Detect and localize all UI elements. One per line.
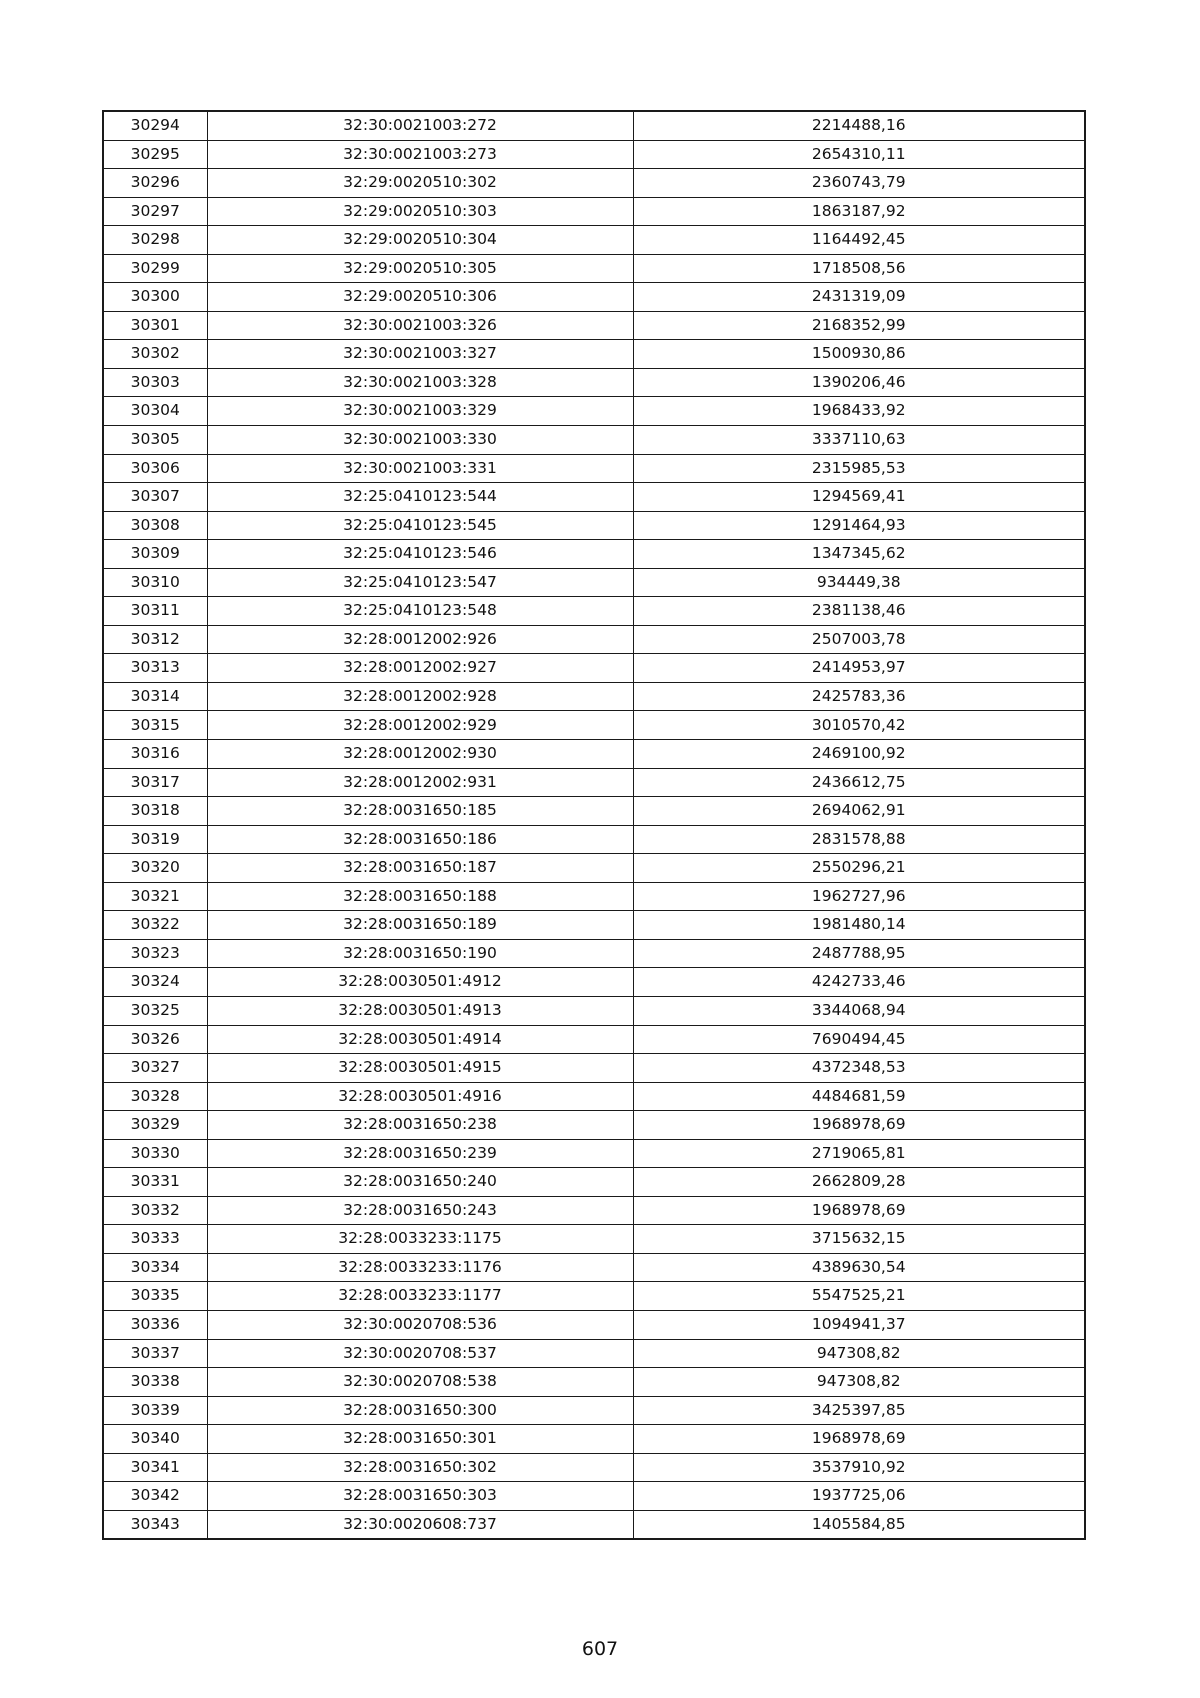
value-cell: 2381138,46	[633, 597, 1085, 626]
row-number-cell: 30295	[103, 140, 207, 169]
value-cell: 947308,82	[633, 1339, 1085, 1368]
cadastral-number-cell: 32:30:0021003:331	[207, 454, 633, 483]
row-number-cell: 30315	[103, 711, 207, 740]
value-cell: 3537910,92	[633, 1453, 1085, 1482]
cadastral-number-cell: 32:30:0021003:326	[207, 311, 633, 340]
cadastral-number-cell: 32:29:0020510:306	[207, 283, 633, 312]
table-row	[103, 1082, 1085, 1111]
cadastral-number-cell: 32:30:0021003:327	[207, 340, 633, 369]
value-cell: 7690494,45	[633, 1025, 1085, 1054]
row-number-cell: 30300	[103, 283, 207, 312]
cadastral-number-cell: 32:28:0031650:189	[207, 911, 633, 940]
row-number-cell: 30339	[103, 1396, 207, 1425]
row-number-cell: 30297	[103, 197, 207, 226]
cadastral-number-cell: 32:28:0031650:303	[207, 1482, 633, 1511]
cadastral-number-cell: 32:28:0031650:301	[207, 1425, 633, 1454]
value-cell: 1500930,86	[633, 340, 1085, 369]
table-row	[103, 483, 1085, 512]
row-number-cell: 30310	[103, 568, 207, 597]
table-row	[103, 111, 1085, 140]
table-row	[103, 426, 1085, 455]
value-cell: 934449,38	[633, 568, 1085, 597]
table-row	[103, 254, 1085, 283]
row-number-cell: 30305	[103, 426, 207, 455]
row-number-cell: 30294	[103, 111, 207, 140]
value-cell: 1390206,46	[633, 368, 1085, 397]
row-number-cell: 30299	[103, 254, 207, 283]
cadastral-number-cell: 32:28:0012002:926	[207, 625, 633, 654]
row-number-cell: 30309	[103, 540, 207, 569]
row-number-cell: 30307	[103, 483, 207, 512]
row-number-cell: 30325	[103, 996, 207, 1025]
table-row	[103, 140, 1085, 169]
table-row	[103, 1253, 1085, 1282]
value-cell: 2662809,28	[633, 1168, 1085, 1197]
row-number-cell: 30306	[103, 454, 207, 483]
value-cell: 2214488,16	[633, 111, 1085, 140]
table-row	[103, 882, 1085, 911]
table-row	[103, 1510, 1085, 1539]
value-cell: 3715632,15	[633, 1225, 1085, 1254]
value-cell: 1968978,69	[633, 1196, 1085, 1225]
table-row	[103, 368, 1085, 397]
value-cell: 3010570,42	[633, 711, 1085, 740]
cadastral-number-cell: 32:29:0020510:304	[207, 226, 633, 255]
cadastral-number-cell: 32:30:0020708:536	[207, 1310, 633, 1339]
table-row	[103, 939, 1085, 968]
table-row	[103, 1168, 1085, 1197]
table-row	[103, 568, 1085, 597]
row-number-cell: 30313	[103, 654, 207, 683]
cadastral-number-cell: 32:25:0410123:547	[207, 568, 633, 597]
value-cell: 1718508,56	[633, 254, 1085, 283]
row-number-cell: 30321	[103, 882, 207, 911]
table-row	[103, 1282, 1085, 1311]
value-cell: 3344068,94	[633, 996, 1085, 1025]
row-number-cell: 30331	[103, 1168, 207, 1197]
table-row	[103, 1425, 1085, 1454]
table-row	[103, 1025, 1085, 1054]
cadastral-number-cell: 32:28:0031650:187	[207, 854, 633, 883]
row-number-cell: 30330	[103, 1139, 207, 1168]
cadastral-number-cell: 32:28:0031650:243	[207, 1196, 633, 1225]
value-cell: 4484681,59	[633, 1082, 1085, 1111]
table-row	[103, 311, 1085, 340]
row-number-cell: 30334	[103, 1253, 207, 1282]
table-row	[103, 540, 1085, 569]
row-number-cell: 30316	[103, 740, 207, 769]
row-number-cell: 30311	[103, 597, 207, 626]
table-row	[103, 197, 1085, 226]
cadastral-number-cell: 32:28:0031650:239	[207, 1139, 633, 1168]
cadastral-number-cell: 32:30:0021003:329	[207, 397, 633, 426]
cadastral-number-cell: 32:28:0031650:188	[207, 882, 633, 911]
row-number-cell: 30317	[103, 768, 207, 797]
value-cell: 2550296,21	[633, 854, 1085, 883]
cadastral-number-cell: 32:28:0012002:928	[207, 682, 633, 711]
row-number-cell: 30329	[103, 1111, 207, 1140]
value-cell: 1294569,41	[633, 483, 1085, 512]
value-cell: 2831578,88	[633, 825, 1085, 854]
cadastral-number-cell: 32:28:0031650:300	[207, 1396, 633, 1425]
row-number-cell: 30323	[103, 939, 207, 968]
value-cell: 1981480,14	[633, 911, 1085, 940]
cadastral-value-table	[102, 110, 1086, 1540]
row-number-cell: 30340	[103, 1425, 207, 1454]
row-number-cell: 30328	[103, 1082, 207, 1111]
cadastral-number-cell: 32:29:0020510:303	[207, 197, 633, 226]
value-cell: 4389630,54	[633, 1253, 1085, 1282]
table-row	[103, 854, 1085, 883]
row-number-cell: 30318	[103, 797, 207, 826]
value-cell: 5547525,21	[633, 1282, 1085, 1311]
row-number-cell: 30327	[103, 1054, 207, 1083]
cadastral-number-cell: 32:28:0031650:186	[207, 825, 633, 854]
value-cell: 2436612,75	[633, 768, 1085, 797]
cadastral-number-cell: 32:30:0020608:737	[207, 1510, 633, 1539]
table-row	[103, 768, 1085, 797]
cadastral-number-cell: 32:28:0030501:4913	[207, 996, 633, 1025]
value-cell: 3425397,85	[633, 1396, 1085, 1425]
row-number-cell: 30319	[103, 825, 207, 854]
cadastral-number-cell: 32:28:0030501:4912	[207, 968, 633, 997]
row-number-cell: 30301	[103, 311, 207, 340]
value-cell: 2487788,95	[633, 939, 1085, 968]
value-cell: 2654310,11	[633, 140, 1085, 169]
value-cell: 2425783,36	[633, 682, 1085, 711]
table-row	[103, 454, 1085, 483]
value-cell: 4242733,46	[633, 968, 1085, 997]
value-cell: 2507003,78	[633, 625, 1085, 654]
table-row	[103, 397, 1085, 426]
value-cell: 1968978,69	[633, 1111, 1085, 1140]
row-number-cell: 30296	[103, 169, 207, 198]
value-cell: 2414953,97	[633, 654, 1085, 683]
value-cell: 2469100,92	[633, 740, 1085, 769]
cadastral-number-cell: 32:28:0033233:1176	[207, 1253, 633, 1282]
value-cell: 1291464,93	[633, 511, 1085, 540]
value-cell: 1094941,37	[633, 1310, 1085, 1339]
table-row	[103, 1310, 1085, 1339]
table-row	[103, 1054, 1085, 1083]
value-cell: 2694062,91	[633, 797, 1085, 826]
table-row	[103, 654, 1085, 683]
value-cell: 4372348,53	[633, 1054, 1085, 1083]
row-number-cell: 30337	[103, 1339, 207, 1368]
row-number-cell: 30324	[103, 968, 207, 997]
value-cell: 1405584,85	[633, 1510, 1085, 1539]
cadastral-number-cell: 32:28:0012002:930	[207, 740, 633, 769]
table-row	[103, 996, 1085, 1025]
table-row	[103, 1453, 1085, 1482]
table-row	[103, 1111, 1085, 1140]
row-number-cell: 30322	[103, 911, 207, 940]
row-number-cell: 30312	[103, 625, 207, 654]
cadastral-number-cell: 32:28:0031650:302	[207, 1453, 633, 1482]
table-body	[103, 111, 1085, 1539]
row-number-cell: 30303	[103, 368, 207, 397]
value-cell: 1962727,96	[633, 882, 1085, 911]
row-number-cell: 30308	[103, 511, 207, 540]
value-cell: 2168352,99	[633, 311, 1085, 340]
row-number-cell: 30298	[103, 226, 207, 255]
cadastral-number-cell: 32:29:0020510:305	[207, 254, 633, 283]
row-number-cell: 30341	[103, 1453, 207, 1482]
table-row	[103, 511, 1085, 540]
row-number-cell: 30332	[103, 1196, 207, 1225]
cadastral-number-cell: 32:30:0021003:330	[207, 426, 633, 455]
row-number-cell: 30314	[103, 682, 207, 711]
table-row	[103, 968, 1085, 997]
cadastral-number-cell: 32:28:0031650:240	[207, 1168, 633, 1197]
value-cell: 2431319,09	[633, 283, 1085, 312]
row-number-cell: 30335	[103, 1282, 207, 1311]
value-cell: 2719065,81	[633, 1139, 1085, 1168]
cadastral-number-cell: 32:30:0020708:538	[207, 1368, 633, 1397]
cadastral-number-cell: 32:28:0012002:927	[207, 654, 633, 683]
cadastral-number-cell: 32:28:0012002:931	[207, 768, 633, 797]
cadastral-number-cell: 32:28:0031650:238	[207, 1111, 633, 1140]
value-cell: 1863187,92	[633, 197, 1085, 226]
row-number-cell: 30343	[103, 1510, 207, 1539]
cadastral-number-cell: 32:30:0021003:272	[207, 111, 633, 140]
value-cell: 3337110,63	[633, 426, 1085, 455]
cadastral-number-cell: 32:25:0410123:544	[207, 483, 633, 512]
cadastral-number-cell: 32:28:0031650:185	[207, 797, 633, 826]
table-row	[103, 1339, 1085, 1368]
row-number-cell: 30333	[103, 1225, 207, 1254]
table-row	[103, 597, 1085, 626]
cadastral-number-cell: 32:28:0033233:1177	[207, 1282, 633, 1311]
cadastral-number-cell: 32:30:0021003:273	[207, 140, 633, 169]
table-row	[103, 1368, 1085, 1397]
value-cell: 1347345,62	[633, 540, 1085, 569]
value-cell: 2360743,79	[633, 169, 1085, 198]
value-cell: 1968978,69	[633, 1425, 1085, 1454]
cadastral-number-cell: 32:25:0410123:548	[207, 597, 633, 626]
row-number-cell: 30326	[103, 1025, 207, 1054]
table-row	[103, 797, 1085, 826]
value-cell: 1164492,45	[633, 226, 1085, 255]
table-row	[103, 1482, 1085, 1511]
cadastral-number-cell: 32:28:0030501:4916	[207, 1082, 633, 1111]
value-cell: 1937725,06	[633, 1482, 1085, 1511]
cadastral-number-cell: 32:28:0031650:190	[207, 939, 633, 968]
cadastral-number-cell: 32:28:0033233:1175	[207, 1225, 633, 1254]
cadastral-number-cell: 32:28:0030501:4915	[207, 1054, 633, 1083]
table-row	[103, 740, 1085, 769]
table-row	[103, 625, 1085, 654]
table-row	[103, 1196, 1085, 1225]
table-row	[103, 169, 1085, 198]
table-row	[103, 682, 1085, 711]
row-number-cell: 30338	[103, 1368, 207, 1397]
table-row	[103, 1396, 1085, 1425]
table-row	[103, 340, 1085, 369]
value-cell: 1968433,92	[633, 397, 1085, 426]
cadastral-number-cell: 32:25:0410123:546	[207, 540, 633, 569]
row-number-cell: 30336	[103, 1310, 207, 1339]
table-row	[103, 1139, 1085, 1168]
row-number-cell: 30304	[103, 397, 207, 426]
row-number-cell: 30302	[103, 340, 207, 369]
cadastral-number-cell: 32:28:0012002:929	[207, 711, 633, 740]
cadastral-number-cell: 32:30:0020708:537	[207, 1339, 633, 1368]
cadastral-number-cell: 32:30:0021003:328	[207, 368, 633, 397]
cadastral-number-cell: 32:25:0410123:545	[207, 511, 633, 540]
table-row	[103, 226, 1085, 255]
table-row	[103, 283, 1085, 312]
page-number: 607	[581, 1638, 619, 1660]
table-row	[103, 711, 1085, 740]
table-row	[103, 825, 1085, 854]
row-number-cell: 30342	[103, 1482, 207, 1511]
table-row	[103, 911, 1085, 940]
value-cell: 2315985,53	[633, 454, 1085, 483]
row-number-cell: 30320	[103, 854, 207, 883]
cadastral-number-cell: 32:28:0030501:4914	[207, 1025, 633, 1054]
table-row	[103, 1225, 1085, 1254]
cadastral-number-cell: 32:29:0020510:302	[207, 169, 633, 198]
value-cell: 947308,82	[633, 1368, 1085, 1397]
